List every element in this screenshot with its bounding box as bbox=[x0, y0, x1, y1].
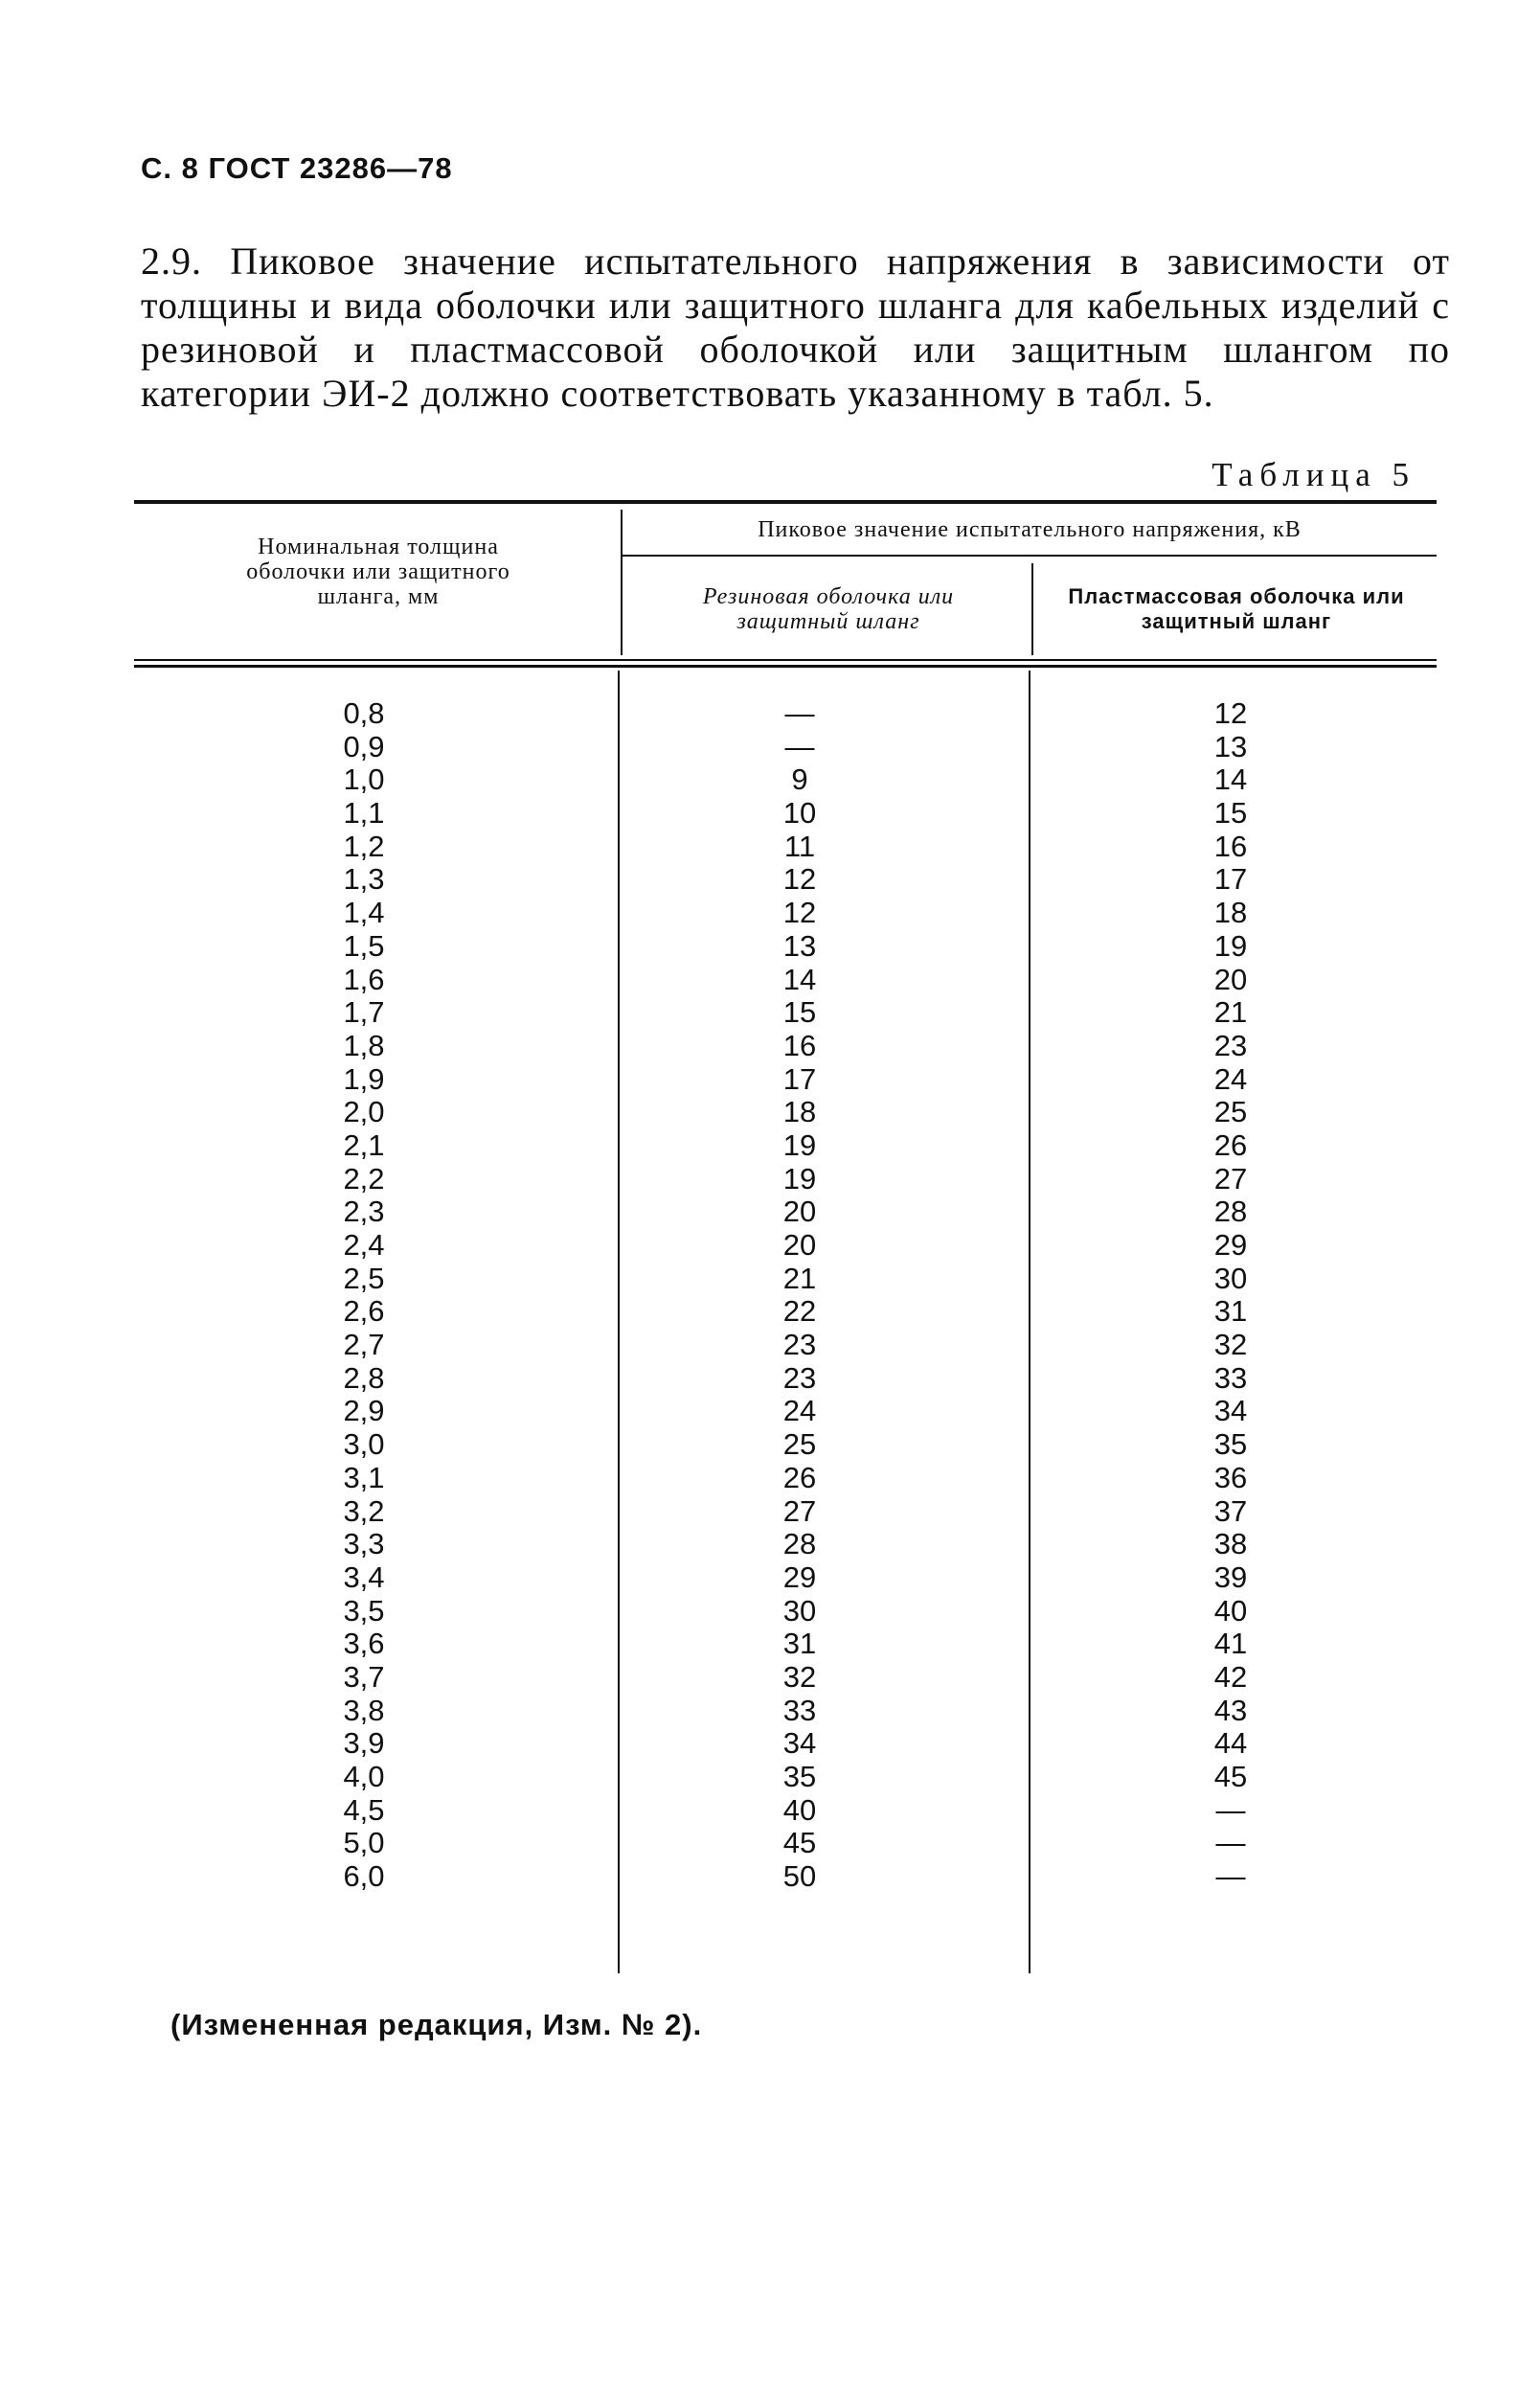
rubber-voltage-cell: — bbox=[784, 696, 815, 730]
thickness-cell: 3,4 bbox=[343, 1560, 385, 1594]
plastic-voltage-cell: 24 bbox=[1213, 1061, 1248, 1096]
plastic-voltage-cell: 28 bbox=[1213, 1195, 1248, 1229]
thickness-cell: 3,0 bbox=[343, 1427, 385, 1462]
column-plastic-values bbox=[1173, 697, 1288, 1894]
rubber-voltage-cell: 31 bbox=[782, 1627, 817, 1661]
rubber-voltage-cell: 11 bbox=[783, 829, 816, 863]
plastic-voltage-cell: 44 bbox=[1213, 1726, 1248, 1761]
thickness-cell: 1,2 bbox=[343, 829, 385, 863]
thickness-cell: 2,6 bbox=[343, 1294, 385, 1329]
thickness-cell: 4,5 bbox=[343, 1792, 385, 1827]
plastic-voltage-cell: 27 bbox=[1213, 1161, 1248, 1196]
rubber-voltage-cell: 19 bbox=[782, 1161, 817, 1196]
plastic-voltage-cell: 13 bbox=[1213, 729, 1248, 763]
thickness-cell: 4,0 bbox=[343, 1760, 385, 1793]
thickness-cell: 0,9 bbox=[343, 729, 385, 763]
column-header-thickness: Номинальная толщина оболочки или защитного шланга, мм bbox=[246, 535, 510, 609]
thickness-cell: 1,3 bbox=[343, 862, 385, 897]
thickness-cell: 2,7 bbox=[343, 1328, 385, 1362]
thickness-cell: 0,8 bbox=[343, 696, 385, 730]
rubber-voltage-cell: 33 bbox=[782, 1693, 817, 1727]
rubber-voltage-cell: 25 bbox=[782, 1427, 817, 1462]
column-header-rubber: Резиновая оболочка или защитный шланг bbox=[702, 584, 955, 634]
plastic-voltage-cell: — bbox=[1215, 1826, 1246, 1860]
rubber-voltage-cell: 26 bbox=[782, 1460, 817, 1494]
rubber-voltage-cell: 18 bbox=[782, 1095, 817, 1129]
thickness-cell: 3,9 bbox=[343, 1726, 385, 1761]
plastic-voltage-cell: 37 bbox=[1213, 1493, 1248, 1528]
thickness-cell: 3,2 bbox=[343, 1493, 385, 1528]
thickness-cell: 2,9 bbox=[343, 1394, 385, 1428]
thickness-cell: 3,6 bbox=[343, 1627, 385, 1661]
thickness-cell: 2,3 bbox=[343, 1195, 385, 1229]
group-header-peak-voltage bbox=[632, 517, 1427, 542]
thickness-cell: 3,8 bbox=[343, 1693, 385, 1727]
column-divider-1 bbox=[621, 510, 623, 655]
thickness-cell: 1,6 bbox=[343, 962, 385, 996]
column-thickness-values bbox=[287, 697, 441, 1894]
rubber-voltage-cell: 30 bbox=[782, 1593, 817, 1628]
rubber-voltage-cell: 27 bbox=[782, 1493, 817, 1528]
thickness-cell: 1,1 bbox=[343, 796, 385, 831]
plastic-voltage-cell: 29 bbox=[1213, 1228, 1248, 1262]
rubber-voltage-cell: 40 bbox=[782, 1792, 817, 1827]
plastic-voltage-cell: 31 bbox=[1213, 1294, 1248, 1329]
plastic-voltage-cell: 18 bbox=[1213, 896, 1248, 930]
column-divider-2-body bbox=[1029, 671, 1030, 1973]
group-header-text: Пиковое значение испытательного напряжения, кВ bbox=[758, 517, 1302, 542]
column-divider-1-body bbox=[618, 671, 620, 1973]
plastic-voltage-cell: 42 bbox=[1213, 1659, 1248, 1694]
plastic-voltage-cell: 19 bbox=[1213, 928, 1248, 963]
plastic-voltage-cell: 45 bbox=[1213, 1760, 1248, 1793]
table-top-rule bbox=[134, 500, 1437, 504]
rubber-voltage-cell: 9 bbox=[791, 763, 808, 797]
plastic-voltage-cell: 35 bbox=[1213, 1427, 1248, 1462]
rubber-voltage-cell: 45 bbox=[782, 1826, 817, 1860]
thickness-cell: 2,5 bbox=[343, 1261, 385, 1295]
rubber-voltage-cell: 23 bbox=[782, 1360, 817, 1395]
rubber-voltage-cell: 10 bbox=[782, 796, 817, 831]
column-divider-2 bbox=[1031, 563, 1033, 655]
thickness-cell: 1,5 bbox=[343, 928, 385, 963]
thickness-cell: 3,3 bbox=[343, 1527, 385, 1561]
thickness-cell: 5,0 bbox=[343, 1826, 385, 1860]
thickness-cell: 1,7 bbox=[343, 995, 385, 1030]
rubber-voltage-cell: 29 bbox=[782, 1560, 817, 1594]
thickness-cell: 3,5 bbox=[343, 1593, 385, 1628]
rubber-voltage-cell: 32 bbox=[782, 1659, 817, 1694]
thickness-cell: 2,4 bbox=[343, 1228, 385, 1262]
rubber-voltage-cell: 12 bbox=[782, 862, 817, 897]
plastic-voltage-cell: 21 bbox=[1213, 995, 1248, 1030]
thickness-cell: 2,1 bbox=[343, 1127, 385, 1162]
rubber-voltage-cell: 20 bbox=[782, 1228, 817, 1262]
rubber-voltage-cell: 13 bbox=[782, 928, 817, 963]
plastic-voltage-cell: 23 bbox=[1213, 1028, 1248, 1062]
thickness-cell: 1,9 bbox=[343, 1061, 385, 1096]
plastic-voltage-cell: — bbox=[1215, 1792, 1246, 1827]
plastic-voltage-cell: 43 bbox=[1213, 1693, 1248, 1727]
rubber-voltage-cell: 20 bbox=[782, 1195, 817, 1229]
plastic-voltage-cell: 17 bbox=[1213, 862, 1248, 897]
rubber-voltage-cell: 21 bbox=[782, 1261, 817, 1295]
rubber-voltage-cell: 28 bbox=[782, 1527, 817, 1561]
rubber-voltage-cell: 17 bbox=[782, 1061, 817, 1096]
thickness-cell: 2,2 bbox=[343, 1161, 385, 1196]
thickness-cell: 1,8 bbox=[343, 1028, 385, 1062]
plastic-voltage-cell: 39 bbox=[1213, 1560, 1248, 1594]
thickness-cell: 2,8 bbox=[343, 1360, 385, 1395]
plastic-voltage-cell: — bbox=[1215, 1859, 1246, 1894]
table-caption: Таблица 5 bbox=[1212, 456, 1415, 493]
column-header-plastic: Пластмассовая оболочка или защитный шланг bbox=[1068, 584, 1405, 633]
plastic-voltage-cell: 15 bbox=[1213, 796, 1248, 831]
rubber-voltage-cell: 15 bbox=[782, 995, 817, 1030]
header-bottom-rule bbox=[134, 659, 1437, 661]
plastic-voltage-cell: 40 bbox=[1213, 1593, 1248, 1628]
thickness-cell: 3,7 bbox=[343, 1659, 385, 1694]
plastic-voltage-cell: 34 bbox=[1213, 1394, 1248, 1428]
thickness-cell: 2,0 bbox=[343, 1095, 385, 1129]
plastic-voltage-cell: 33 bbox=[1213, 1360, 1248, 1395]
rubber-voltage-cell: 19 bbox=[782, 1127, 817, 1162]
page-header: С. 8 ГОСТ 23286—78 bbox=[141, 151, 453, 185]
plastic-voltage-cell: 14 bbox=[1213, 763, 1248, 797]
amendment-note: (Измененная редакция, Изм. № 2). bbox=[170, 2008, 703, 2041]
section-paragraph: 2.9. Пиковое значение испытательного напряжения в зависимости от толщины и вида оболочки или защитного шланга для кабельных изделий с резиновой и пластмассовой оболочкой или защитным шлангом по категории ЭИ-2 должно соответствовать указанному в табл. 5. bbox=[141, 239, 1450, 415]
plastic-voltage-cell: 12 bbox=[1213, 696, 1248, 730]
plastic-voltage-cell: 30 bbox=[1213, 1261, 1248, 1295]
thickness-cell: 1,4 bbox=[343, 896, 385, 930]
thickness-cell: 6,0 bbox=[343, 1859, 385, 1894]
rubber-voltage-cell: 24 bbox=[782, 1394, 817, 1428]
plastic-voltage-cell: 25 bbox=[1213, 1095, 1248, 1129]
rubber-voltage-cell: — bbox=[784, 729, 815, 763]
rubber-voltage-cell: 23 bbox=[782, 1328, 817, 1362]
thickness-cell: 3,1 bbox=[343, 1460, 385, 1494]
rubber-voltage-cell: 50 bbox=[782, 1859, 817, 1894]
plastic-voltage-cell: 41 bbox=[1213, 1627, 1248, 1661]
rubber-voltage-cell: 14 bbox=[782, 962, 817, 996]
rubber-voltage-cell: 16 bbox=[782, 1028, 817, 1062]
rubber-voltage-cell: 22 bbox=[782, 1294, 817, 1329]
thickness-cell: 1,0 bbox=[343, 763, 385, 797]
rubber-voltage-cell: 34 bbox=[782, 1726, 817, 1761]
rubber-voltage-cell: 35 bbox=[782, 1760, 817, 1793]
plastic-voltage-cell: 32 bbox=[1213, 1328, 1248, 1362]
plastic-voltage-cell: 20 bbox=[1213, 962, 1248, 996]
group-header-rule bbox=[623, 555, 1437, 557]
rubber-voltage-cell: 12 bbox=[782, 896, 817, 930]
column-rubber-values bbox=[742, 697, 857, 1894]
header-bottom-rule-2 bbox=[134, 665, 1437, 668]
plastic-voltage-cell: 26 bbox=[1213, 1127, 1248, 1162]
plastic-voltage-cell: 36 bbox=[1213, 1460, 1248, 1494]
plastic-voltage-cell: 38 bbox=[1213, 1527, 1248, 1561]
plastic-voltage-cell: 16 bbox=[1213, 829, 1248, 863]
